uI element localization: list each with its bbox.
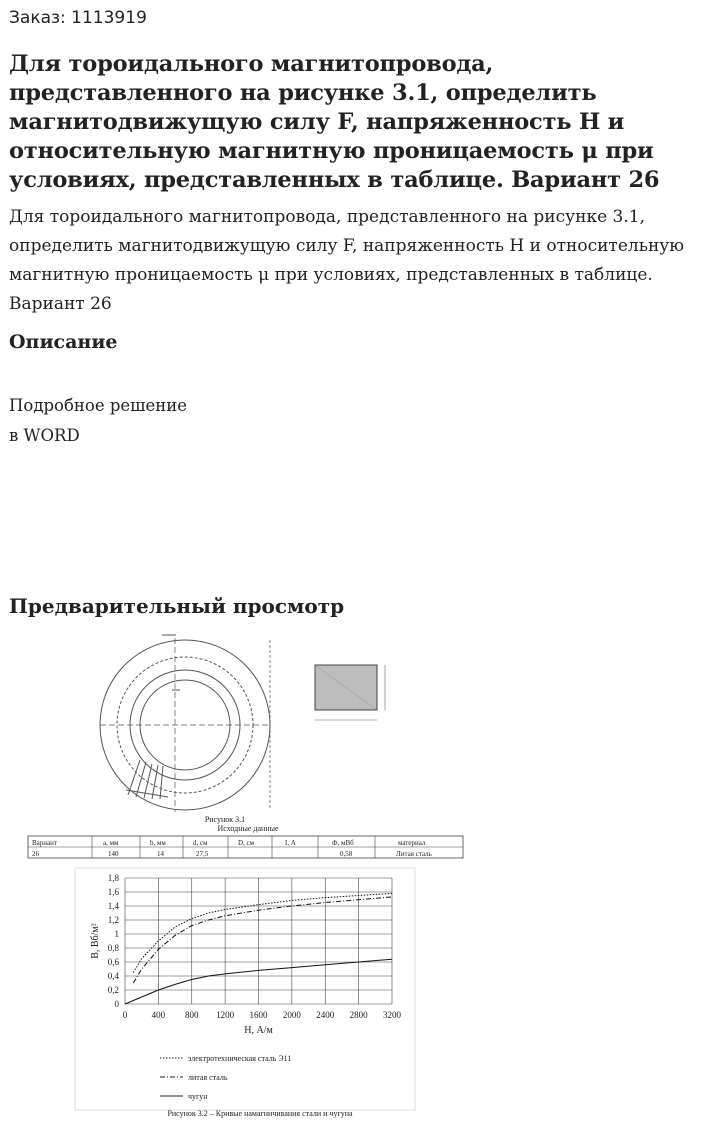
td-variant: 26 [32,850,39,858]
page-title: Для тороидального магнитопровода, представленного на рисунке 3.1, определить магнитодвижущую силу F, напряженность H и относительную магнитную проницаемость μ при условиях, представленных в таблице. Вариант 26 [9,51,660,193]
td-b: 14 [157,850,164,858]
toroid-figure [100,635,270,812]
y-tick-label: 1 [114,929,119,939]
y-tick-label: 0,4 [107,971,119,981]
solution-note: Подробное решение [9,396,188,415]
table-caption: Исходные данные [217,824,279,833]
legend-item-cast-iron: чугун [188,1092,208,1101]
y-tick-label: 0,8 [107,943,119,953]
x-tick-label: 2400 [316,1010,335,1020]
series-line-1 [133,893,392,972]
y-tick-label: 1,2 [107,915,119,925]
chart-frame [75,868,415,1110]
format-note: в WORD [9,426,80,445]
preview-image [0,620,701,1134]
section-figure [315,665,385,720]
th-b: b, мм [150,839,166,847]
x-tick-label: 800 [185,1010,199,1020]
th-variant: Вариант [32,839,57,847]
th-a: a, мм [103,839,119,847]
magnetization-chart [90,873,402,1036]
th-flux: Ф, мВб [332,839,354,847]
y-tick-label: 1,4 [107,901,119,911]
y-axis-label: B, Вб/м² [90,923,101,959]
th-I: I, А [285,839,296,847]
description-heading: Описание [9,331,118,353]
figure1-caption: Рисунок 3.1 [204,815,246,824]
y-tick-label: 0,2 [107,985,119,995]
x-tick-label: 3200 [383,1010,401,1020]
chart-legend [160,1054,291,1101]
y-tick-label: 1,8 [107,873,119,883]
td-a: 140 [108,850,119,858]
data-table [28,836,463,858]
y-tick-label: 0 [114,999,119,1009]
th-D: D, см [238,839,255,847]
x-tick-label: 1200 [216,1010,235,1020]
th-d: d, см [193,839,208,847]
y-tick-label: 0,6 [107,957,119,967]
x-tick-label: 400 [151,1010,166,1020]
figure2-caption: Рисунок 3.2 – Кривые намагничивания стали и чугуна [167,1109,353,1118]
td-flux: 0,58 [340,850,353,858]
y-tick-label: 1,6 [107,887,119,897]
task-description: Для тороидального магнитопровода, представленного на рисунке 3.1, определить магнитодвижущую силу F, напряженность H и относительную магнитную проницаемость μ при условиях, представленных в таблице. Вариант 26 [9,207,685,314]
legend-item-cast-steel: литая сталь [188,1073,228,1082]
th-material: материал [398,839,426,847]
preview-heading: Предварительный просмотр [9,594,345,618]
x-tick-label: 0 [122,1010,128,1020]
td-material: Литая сталь [396,850,432,858]
x-tick-label: 1600 [249,1010,268,1020]
x-axis-label: H, А/м [244,1025,273,1036]
x-tick-label: 2000 [282,1010,301,1020]
td-d: 27,5 [196,850,209,858]
legend-item-electrical-steel: электротехническая сталь Э11 [188,1054,292,1063]
order-number: Заказ: 1113919 [9,8,147,28]
x-tick-label: 2800 [349,1010,368,1020]
